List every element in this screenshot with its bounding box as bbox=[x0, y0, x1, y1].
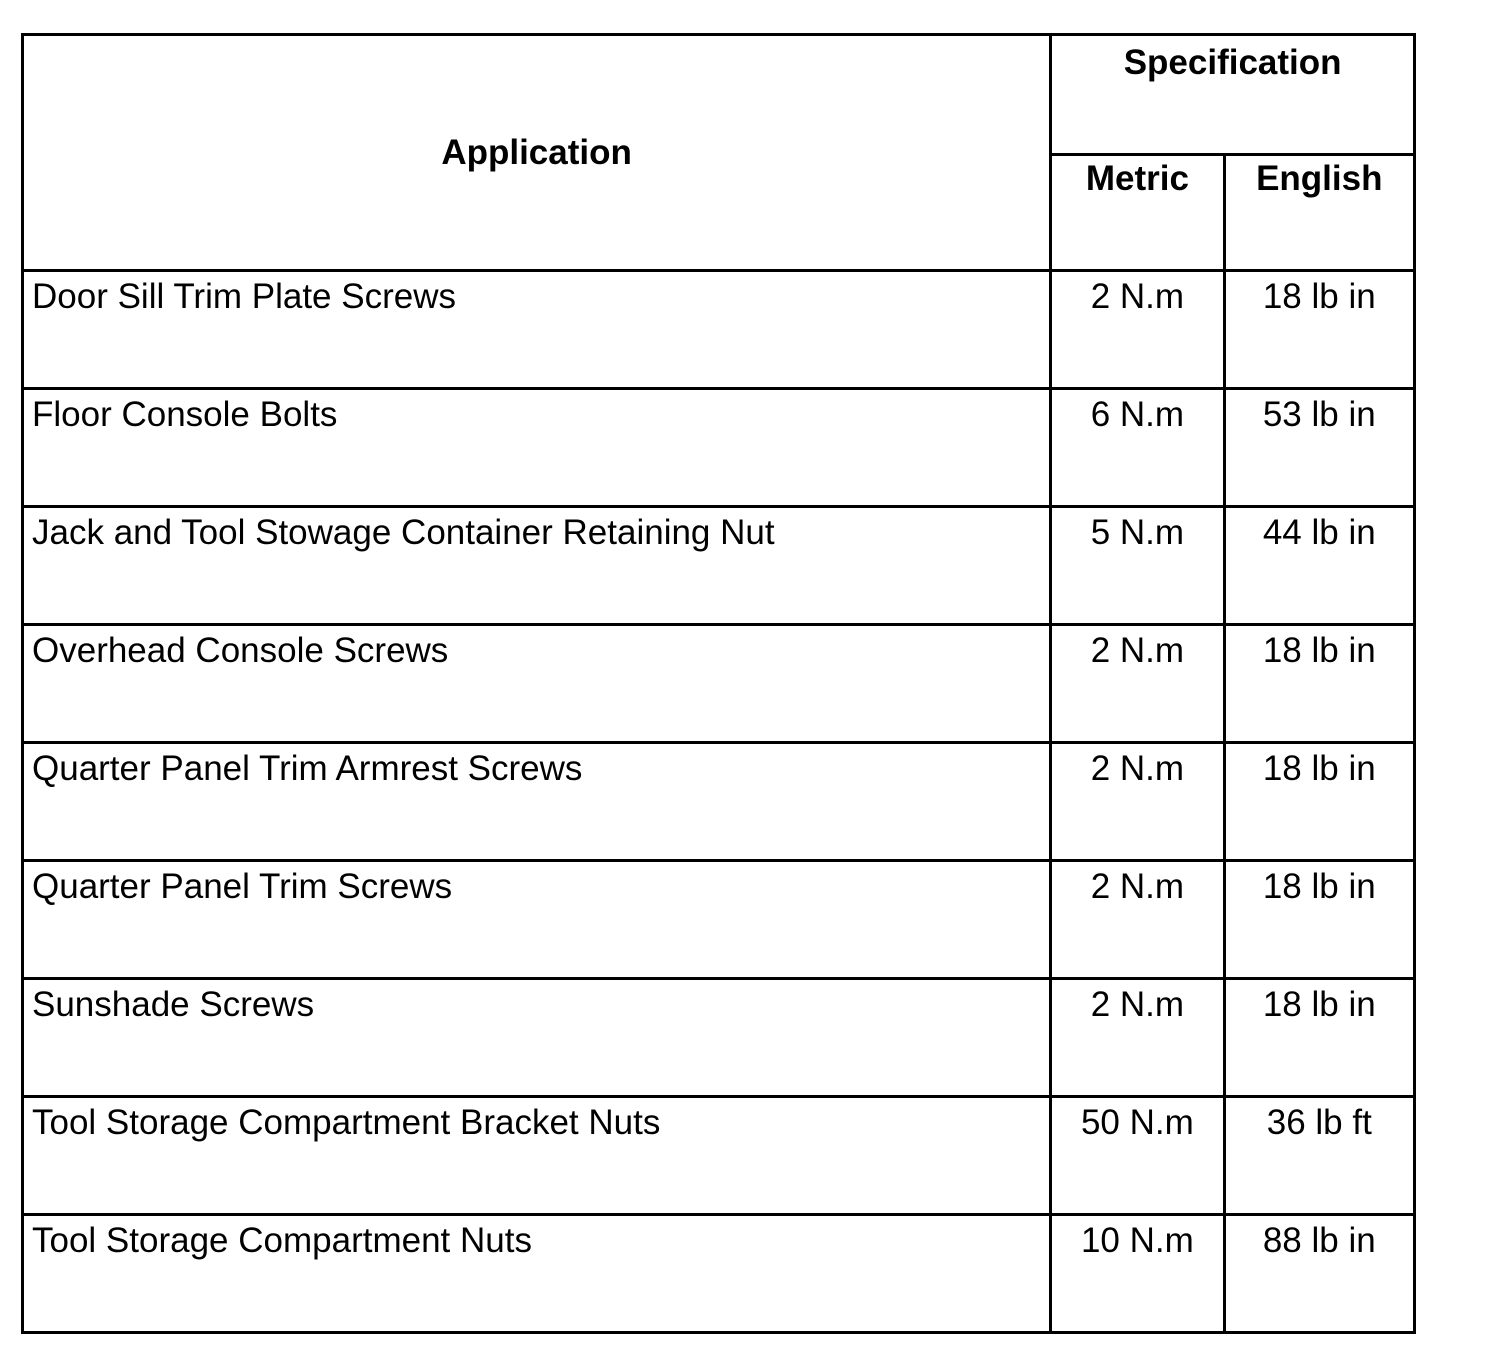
english-cell: 53 lb in bbox=[1224, 389, 1414, 507]
header-metric: Metric bbox=[1051, 155, 1224, 271]
table-row bbox=[23, 1215, 1415, 1333]
metric-cell: 10 N.m bbox=[1051, 1215, 1224, 1333]
metric-cell: 2 N.m bbox=[1051, 271, 1224, 389]
metric-cell: 50 N.m bbox=[1051, 1097, 1224, 1215]
header-application: Application bbox=[23, 35, 1051, 271]
metric-cell: 6 N.m bbox=[1051, 389, 1224, 507]
header-specification: Specification bbox=[1051, 35, 1415, 155]
metric-cell: 2 N.m bbox=[1051, 861, 1224, 979]
application-cell: Quarter Panel Trim Armrest Screws bbox=[23, 743, 1051, 861]
table-row bbox=[23, 389, 1415, 507]
english-cell: 18 lb in bbox=[1224, 625, 1414, 743]
application-cell: Tool Storage Compartment Nuts bbox=[23, 1215, 1051, 1333]
english-cell: 18 lb in bbox=[1224, 979, 1414, 1097]
application-cell: Door Sill Trim Plate Screws bbox=[23, 271, 1051, 389]
application-cell: Tool Storage Compartment Bracket Nuts bbox=[23, 1097, 1051, 1215]
header-english: English bbox=[1224, 155, 1414, 271]
table-row bbox=[23, 743, 1415, 861]
application-cell: Sunshade Screws bbox=[23, 979, 1051, 1097]
application-cell: Overhead Console Screws bbox=[23, 625, 1051, 743]
application-cell: Quarter Panel Trim Screws bbox=[23, 861, 1051, 979]
table-row bbox=[23, 861, 1415, 979]
table-row bbox=[23, 625, 1415, 743]
english-cell: 18 lb in bbox=[1224, 271, 1414, 389]
english-cell: 18 lb in bbox=[1224, 743, 1414, 861]
english-cell: 18 lb in bbox=[1224, 861, 1414, 979]
table-header bbox=[23, 35, 1415, 271]
fastener-torque-table bbox=[21, 33, 1416, 1334]
table-row bbox=[23, 1097, 1415, 1215]
english-cell: 44 lb in bbox=[1224, 507, 1414, 625]
english-cell: 88 lb in bbox=[1224, 1215, 1414, 1333]
metric-cell: 2 N.m bbox=[1051, 979, 1224, 1097]
english-cell: 36 lb ft bbox=[1224, 1097, 1414, 1215]
table-row bbox=[23, 507, 1415, 625]
metric-cell: 2 N.m bbox=[1051, 625, 1224, 743]
header-row-top bbox=[23, 35, 1415, 155]
metric-cell: 2 N.m bbox=[1051, 743, 1224, 861]
metric-cell: 5 N.m bbox=[1051, 507, 1224, 625]
application-cell: Floor Console Bolts bbox=[23, 389, 1051, 507]
table-body bbox=[23, 271, 1415, 1333]
table-row bbox=[23, 271, 1415, 389]
application-cell: Jack and Tool Stowage Container Retaining Nut bbox=[23, 507, 1051, 625]
table-row bbox=[23, 979, 1415, 1097]
